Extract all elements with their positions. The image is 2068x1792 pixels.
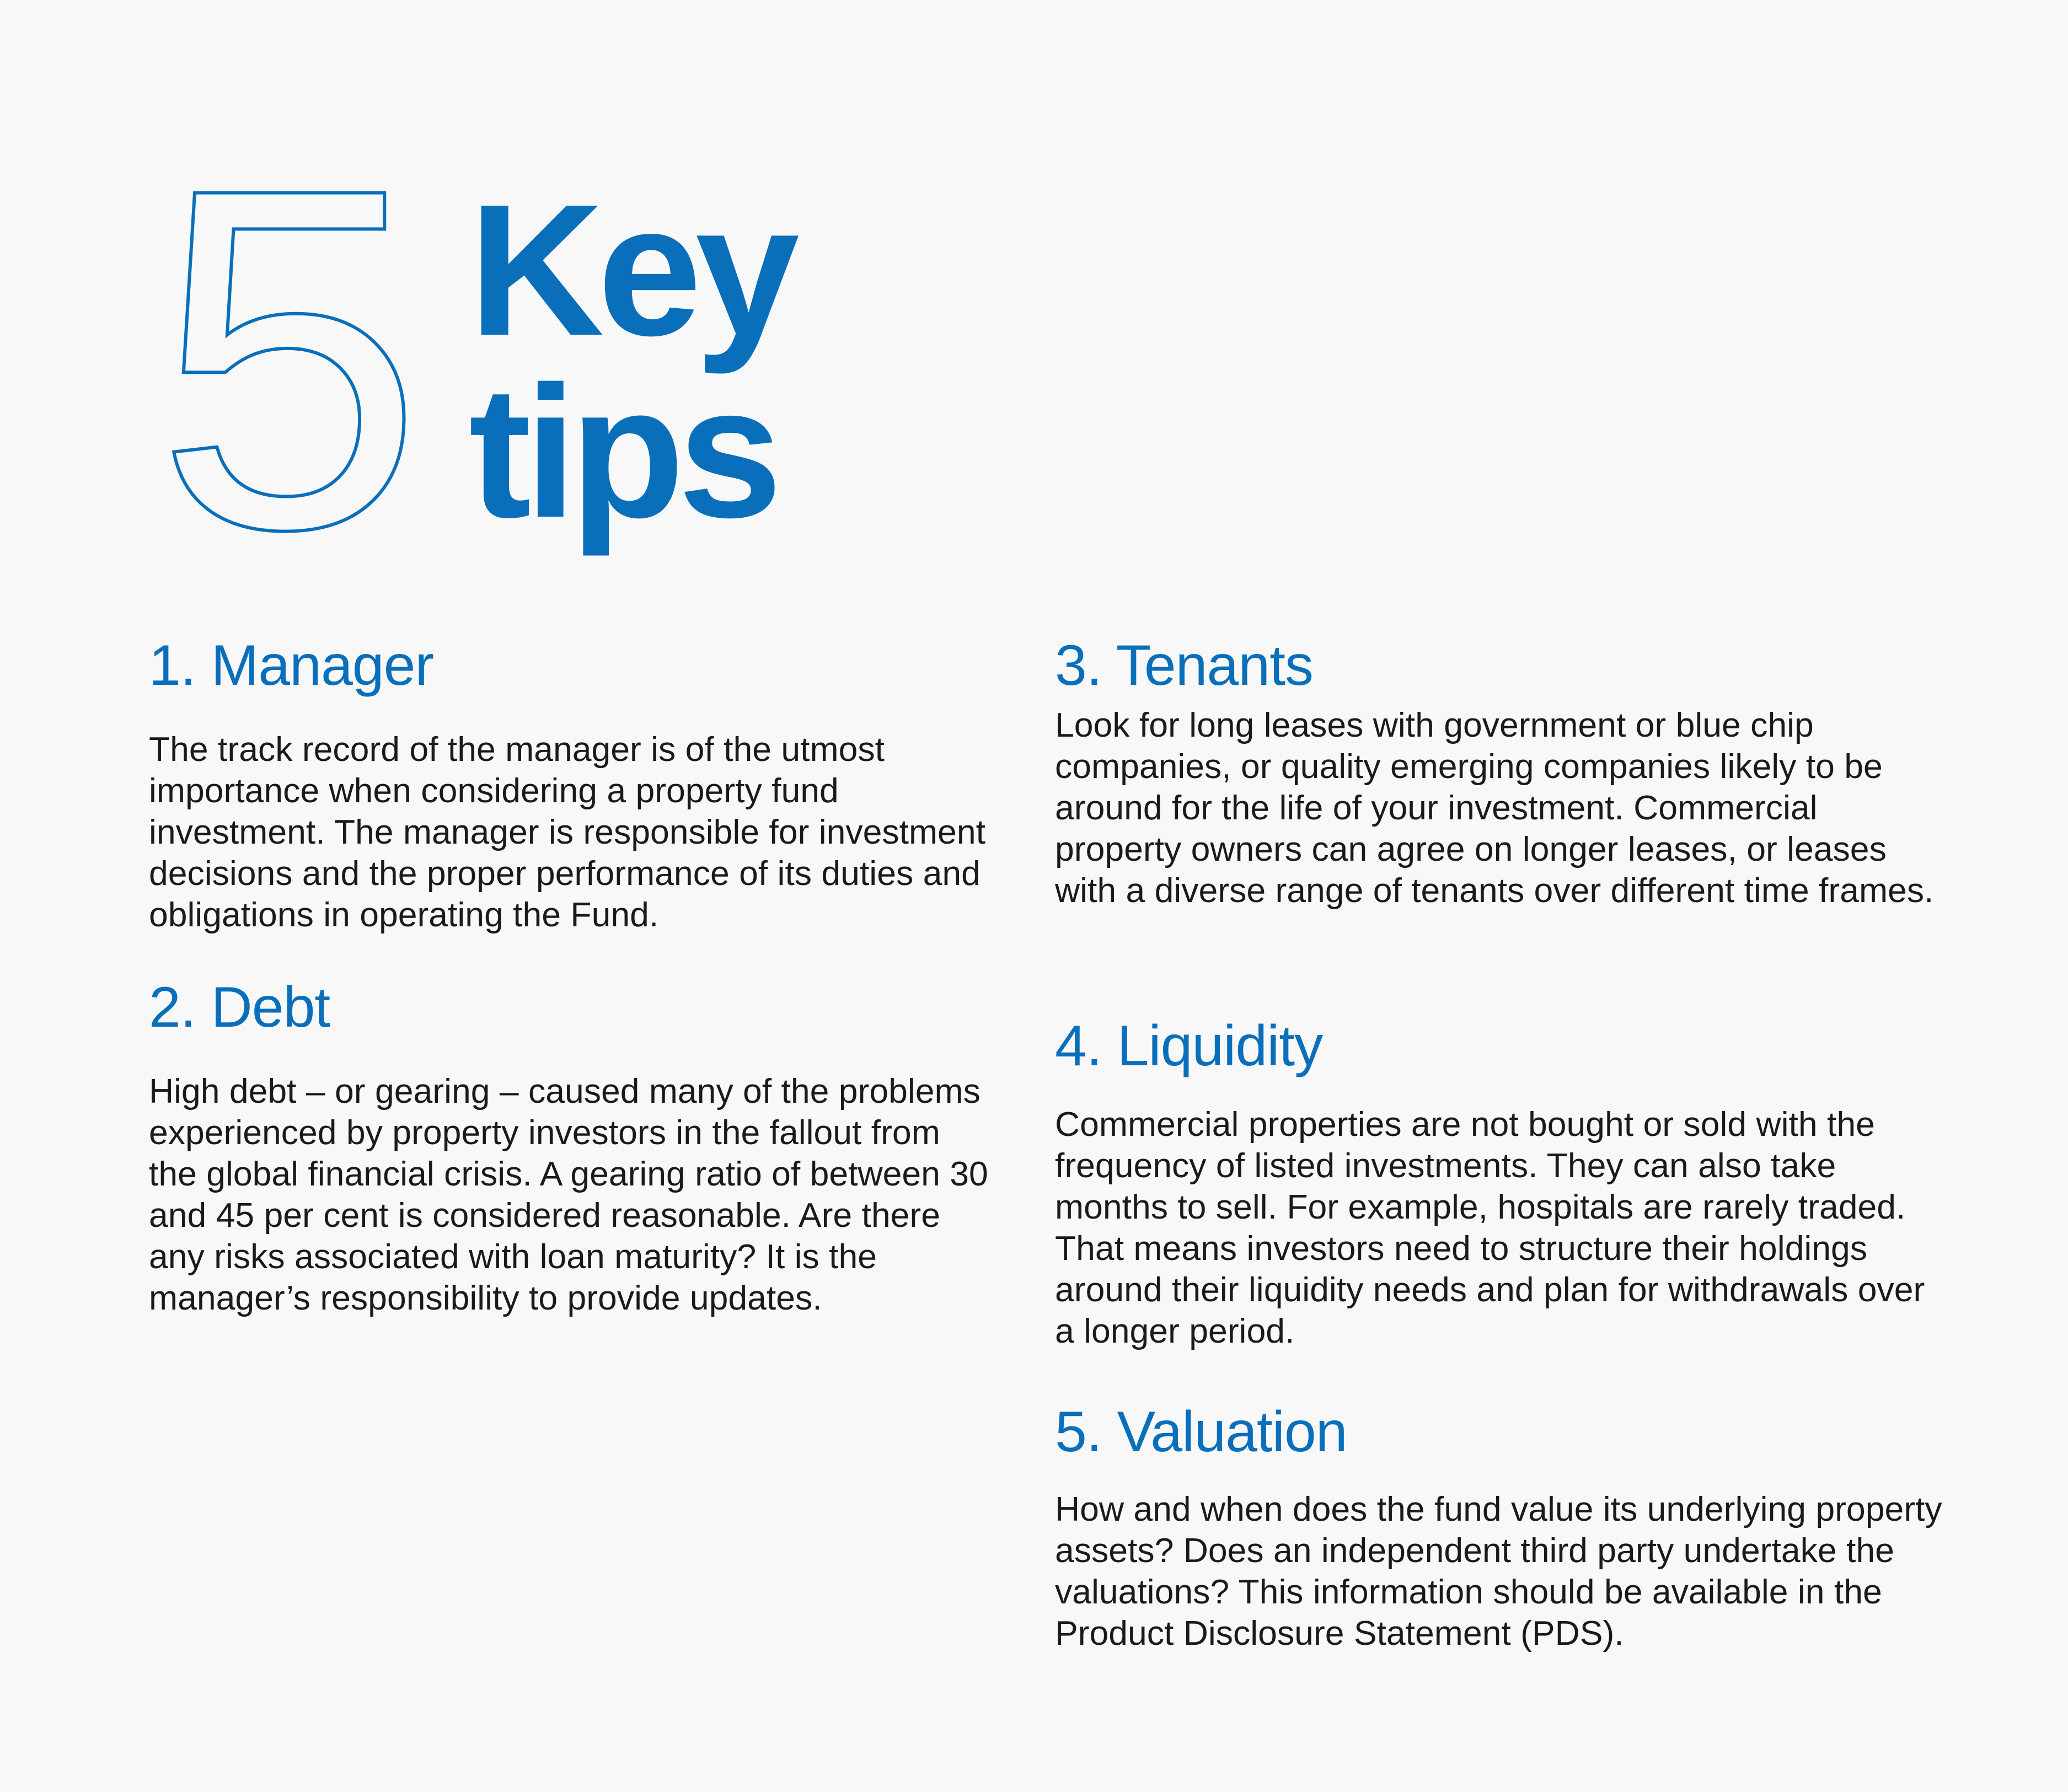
tip-tenants	[1055, 634, 1948, 911]
big-number: 5	[154, 165, 425, 551]
title-block	[469, 165, 910, 557]
tip-body: How and when does the fund value its underlying property assets? Does an independent third party undertake the valuations? This information should be available in the Product Disclosure Statement (PDS).	[1055, 1490, 1942, 1653]
page-header	[149, 165, 921, 557]
tip-heading: 1. Manager	[149, 634, 434, 698]
tip-valuation	[1055, 1401, 1948, 1654]
tip-body: Commercial properties are not bought or sold with the frequency of listed investments. They can also take months to sell. For example, hospitals are rarely traded. That means investors need to structure their holdings around their liquidity needs and plan for withdrawals over a longer period.	[1055, 1105, 1925, 1351]
tip-liquidity	[1055, 1015, 1948, 1352]
title-line-2: tips	[469, 347, 776, 557]
tip-heading: 2. Debt	[149, 975, 330, 1039]
tip-heading: 4. Liquidity	[1055, 1014, 1323, 1078]
outlined-number-five	[149, 165, 436, 551]
tip-debt	[149, 976, 993, 1319]
tip-manager	[149, 634, 993, 936]
tip-heading: 3. Tenants	[1055, 634, 1314, 698]
tip-body: High debt – or gearing – caused many of the problems experienced by property investors in the fallout from the global financial crisis. A gearing ratio of between 30 and 45 per cent is considered reasonable. Are there any risks associated with loan maturity? It is the manager’s responsibility to provide updates.	[149, 1072, 988, 1318]
tip-body: The track record of the manager is of the utmost importance when considering a property fund investment. The manager is responsible for investment decisions and the proper performance of its duties and obligations in operating the Fund.	[149, 730, 985, 935]
tip-body: Look for long leases with government or blue chip companies, or quality emerging companies likely to be around for the life of your investment. Commercial property owners can agree on longer leases, or leases with a diverse range of tenants over different time frames.	[1055, 706, 1934, 910]
tip-heading: 5. Valuation	[1055, 1400, 1347, 1464]
title-line-1: Key	[469, 165, 793, 375]
